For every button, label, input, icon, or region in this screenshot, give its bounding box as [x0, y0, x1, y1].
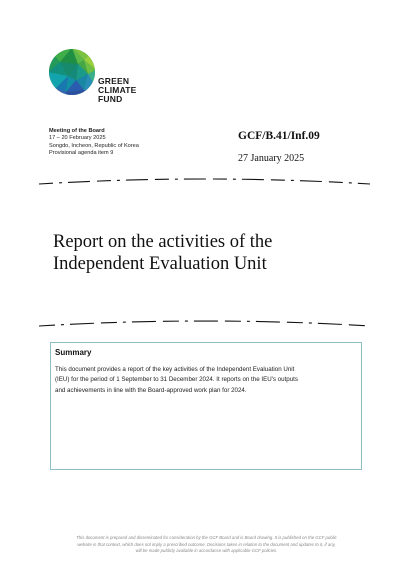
footer-line-2: website in that context, which does not imply a prescribed outcome. Decisions taken in relation to the document and updates to it, if any, [77, 541, 336, 547]
gcf-globe-logo-icon [48, 48, 96, 96]
summary-line-1: This document provides a report of the key activities of the Independent Evaluation Unit [55, 366, 295, 373]
logo-line-fund: FUND [98, 94, 123, 105]
summary-heading: Summary [55, 348, 92, 357]
title-line-2: Independent Evaluation Unit [53, 254, 267, 274]
summary-box [50, 342, 362, 470]
document-title [53, 231, 373, 275]
title-line-1: Report on the activities of the [53, 232, 273, 252]
logo-line-climate: CLIMATE [98, 85, 137, 96]
meeting-info [49, 128, 139, 158]
logo-line-green: GREEN [98, 76, 130, 86]
meeting-agenda-item: Provisional agenda item 9 [49, 150, 114, 157]
document-number: GCF/B.41/Inf.09 [238, 130, 320, 142]
footer-line-3: will be made publicly available in accordance with applicable GCF policies. [135, 548, 278, 554]
footer-line-1: This document is prepared and disseminated for consideration by the GCF Board and is Board drawing. It is published on the GCF public [76, 535, 337, 540]
dashed-divider-bottom [37, 317, 372, 329]
footer-disclaimer [40, 535, 373, 555]
summary-line-3: and achievements in line with the Board-approved work plan for 2024. [55, 386, 247, 394]
summary-line-2: (IEU) for the period of 1 September to 31 December 2024. It reports on the IEU's outputs [55, 376, 298, 384]
meeting-location: Songdo, Incheon, Republic of Korea [49, 142, 139, 149]
meeting-heading: Meeting of the Board [49, 128, 105, 134]
summary-text [55, 365, 355, 396]
meeting-dates: 17 – 20 February 2025 [49, 135, 106, 142]
dashed-divider-top [37, 176, 372, 188]
document-date: 27 January 2025 [238, 153, 305, 164]
logo-wordmark [98, 77, 137, 105]
